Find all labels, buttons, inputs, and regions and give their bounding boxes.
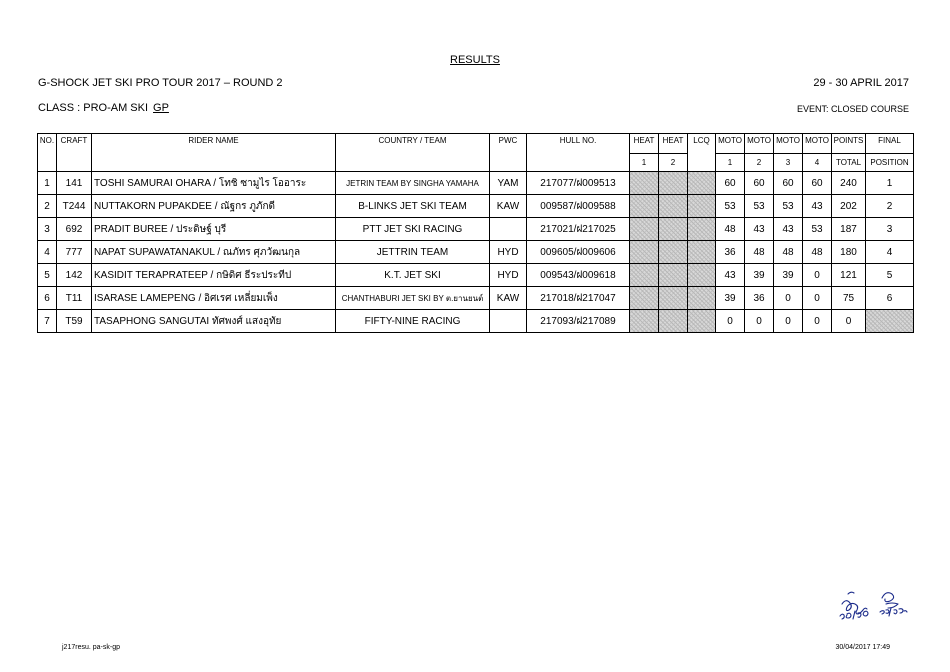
table-row <box>38 218 914 241</box>
cell-moto-2: 39 <box>745 264 774 287</box>
cell-hull-no: 009605/ฝ009606 <box>527 241 630 264</box>
cell-moto-1: 48 <box>716 218 745 241</box>
cell-points-total: 121 <box>832 264 866 287</box>
cell-moto-3: 60 <box>774 172 803 195</box>
cell-no: 6 <box>38 287 57 310</box>
cell-lcq-shaded <box>688 241 716 264</box>
event-name: G-SHOCK JET SKI PRO TOUR 2017 – ROUND 2 <box>38 77 283 89</box>
cell-country-team: B-LINKS JET SKI TEAM <box>336 195 490 218</box>
cell-heat-1-shaded <box>630 241 659 264</box>
handwritten-signature <box>836 582 916 626</box>
header-heat-2-number: 2 <box>659 154 688 172</box>
header-moto-4-number: 4 <box>803 154 832 172</box>
cell-lcq-shaded <box>688 172 716 195</box>
cell-moto-2: 53 <box>745 195 774 218</box>
cell-heat-1-shaded <box>630 218 659 241</box>
header-moto-3-number: 3 <box>774 154 803 172</box>
cell-final-position: 6 <box>866 287 914 310</box>
cell-moto-1: 0 <box>716 310 745 333</box>
cell-pwc: HYD <box>490 264 527 287</box>
cell-moto-2: 43 <box>745 218 774 241</box>
cell-craft: 777 <box>57 241 92 264</box>
cell-pwc: YAM <box>490 172 527 195</box>
page-title: RESULTS <box>450 54 500 66</box>
cell-moto-4: 0 <box>803 264 832 287</box>
cell-lcq-shaded <box>688 195 716 218</box>
table-row <box>38 172 914 195</box>
header-moto-4: MOTO <box>803 134 832 154</box>
cell-points-total: 187 <box>832 218 866 241</box>
header-row <box>38 134 914 154</box>
cell-heat-1-shaded <box>630 287 659 310</box>
header-lcq: LCQ <box>688 134 716 172</box>
cell-heat-2-shaded <box>659 287 688 310</box>
cell-moto-1: 43 <box>716 264 745 287</box>
header-rider-name: RIDER NAME <box>92 134 336 172</box>
cell-moto-1: 60 <box>716 172 745 195</box>
cell-moto-4: 53 <box>803 218 832 241</box>
cell-moto-2: 36 <box>745 287 774 310</box>
header-moto-3: MOTO <box>774 134 803 154</box>
cell-country-team: JETTRIN TEAM <box>336 241 490 264</box>
cell-pwc: KAW <box>490 195 527 218</box>
cell-hull-no: 217077/ฝ009513 <box>527 172 630 195</box>
cell-points-total: 0 <box>832 310 866 333</box>
cell-points-total: 75 <box>832 287 866 310</box>
cell-hull-no: 217093/ฝ217089 <box>527 310 630 333</box>
cell-moto-1: 53 <box>716 195 745 218</box>
header-moto-1-number: 1 <box>716 154 745 172</box>
header-pwc: PWC <box>490 134 527 172</box>
cell-moto-4: 0 <box>803 310 832 333</box>
header-hull-no: HULL NO. <box>527 134 630 172</box>
cell-craft: T244 <box>57 195 92 218</box>
cell-moto-2: 48 <box>745 241 774 264</box>
table-row <box>38 264 914 287</box>
cell-moto-3: 0 <box>774 287 803 310</box>
cell-heat-2-shaded <box>659 172 688 195</box>
cell-heat-2-shaded <box>659 241 688 264</box>
cell-points-total: 180 <box>832 241 866 264</box>
cell-hull-no: 217021/ฝ217025 <box>527 218 630 241</box>
cell-heat-1-shaded <box>630 310 659 333</box>
cell-lcq-shaded <box>688 218 716 241</box>
cell-hull-no: 217018/ฝ217047 <box>527 287 630 310</box>
cell-no: 3 <box>38 218 57 241</box>
event-type: EVENT: CLOSED COURSE <box>796 104 909 114</box>
header-final: FINAL <box>866 134 914 154</box>
cell-pwc <box>490 310 527 333</box>
cell-points-total: 240 <box>832 172 866 195</box>
event-date: 29 - 30 APRIL 2017 <box>813 77 909 89</box>
cell-moto-1: 36 <box>716 241 745 264</box>
table-row <box>38 287 914 310</box>
cell-moto-1: 39 <box>716 287 745 310</box>
cell-moto-3: 48 <box>774 241 803 264</box>
cell-moto-3: 0 <box>774 310 803 333</box>
header-heat-1-number: 1 <box>630 154 659 172</box>
cell-no: 4 <box>38 241 57 264</box>
header-country-team: COUNTRY / TEAM <box>336 134 490 172</box>
cell-lcq-shaded <box>688 310 716 333</box>
header-heat-2: HEAT <box>659 134 688 154</box>
cell-pwc: KAW <box>490 287 527 310</box>
header-points: POINTS <box>832 134 866 154</box>
cell-country-team: PTT JET SKI RACING <box>336 218 490 241</box>
table-row <box>38 241 914 264</box>
cell-country-team: K.T. JET SKI <box>336 264 490 287</box>
cell-heat-2-shaded <box>659 218 688 241</box>
cell-rider-name: ISARASE LAMEPENG / อิศเรศ เหลี่ยมเพ็ง <box>92 287 336 310</box>
cell-craft: 692 <box>57 218 92 241</box>
header-moto-1: MOTO <box>716 134 745 154</box>
cell-no: 1 <box>38 172 57 195</box>
header-total: TOTAL <box>832 154 866 172</box>
cell-moto-4: 48 <box>803 241 832 264</box>
class-label: CLASS : PRO-AM SKI <box>38 102 149 114</box>
cell-hull-no: 009543/ฝ009618 <box>527 264 630 287</box>
cell-country-team: CHANTHABURI JET SKI BY ต.ยานยนต์ <box>336 287 490 310</box>
header-no: NO. <box>38 134 57 172</box>
class-gp: GP <box>153 102 169 114</box>
cell-pwc: HYD <box>490 241 527 264</box>
cell-moto-4: 0 <box>803 287 832 310</box>
cell-final-position: 3 <box>866 218 914 241</box>
header-heat-1: HEAT <box>630 134 659 154</box>
cell-heat-1-shaded <box>630 195 659 218</box>
cell-rider-name: KASIDIT TERAPRATEEP / กษิดิศ ธีระประทีป <box>92 264 336 287</box>
cell-no: 5 <box>38 264 57 287</box>
cell-final-position: 5 <box>866 264 914 287</box>
header-moto-2: MOTO <box>745 134 774 154</box>
table-row <box>38 310 914 333</box>
cell-craft: 142 <box>57 264 92 287</box>
cell-craft: T59 <box>57 310 92 333</box>
cell-rider-name: NUTTAKORN PUPAKDEE / ณัฐกร ภูภักดี <box>92 195 336 218</box>
cell-no: 2 <box>38 195 57 218</box>
cell-moto-3: 43 <box>774 218 803 241</box>
cell-rider-name: PRADIT BUREE / ประดิษฐ์ บุรี <box>92 218 336 241</box>
cell-lcq-shaded <box>688 287 716 310</box>
cell-final-position: 1 <box>866 172 914 195</box>
cell-final-position: 4 <box>866 241 914 264</box>
cell-rider-name: TOSHI SAMURAI OHARA / โทชิ ซามูไร โออาระ <box>92 172 336 195</box>
cell-pwc <box>490 218 527 241</box>
cell-final-position-shaded <box>866 310 914 333</box>
header-position: POSITION <box>866 154 914 172</box>
cell-moto-4: 43 <box>803 195 832 218</box>
cell-country-team: FIFTY-NINE RACING <box>336 310 490 333</box>
header-craft: CRAFT <box>57 134 92 172</box>
cell-points-total: 202 <box>832 195 866 218</box>
footer-file-name: j217resu. pa-sk-gp <box>62 644 120 651</box>
cell-hull-no: 009587/ฝ009588 <box>527 195 630 218</box>
cell-moto-2: 60 <box>745 172 774 195</box>
table-row <box>38 195 914 218</box>
cell-no: 7 <box>38 310 57 333</box>
cell-heat-2-shaded <box>659 310 688 333</box>
cell-rider-name: TASAPHONG SANGUTAI ทัศพงศ์ แสงอุทัย <box>92 310 336 333</box>
cell-final-position: 2 <box>866 195 914 218</box>
class-line <box>38 102 169 114</box>
cell-lcq-shaded <box>688 264 716 287</box>
cell-country-team: JETRIN TEAM BY SINGHA YAMAHA <box>336 172 490 195</box>
results-table <box>37 133 914 333</box>
cell-moto-3: 39 <box>774 264 803 287</box>
cell-moto-3: 53 <box>774 195 803 218</box>
cell-craft: 141 <box>57 172 92 195</box>
cell-heat-2-shaded <box>659 264 688 287</box>
cell-heat-1-shaded <box>630 264 659 287</box>
footer-print-date: 30/04/2017 17:49 <box>835 644 890 651</box>
cell-heat-1-shaded <box>630 172 659 195</box>
cell-craft: T11 <box>57 287 92 310</box>
cell-heat-2-shaded <box>659 195 688 218</box>
cell-rider-name: NAPAT SUPAWATANAKUL / ณภัทร ศุภวัฒนกุล <box>92 241 336 264</box>
header-moto-2-number: 2 <box>745 154 774 172</box>
cell-moto-2: 0 <box>745 310 774 333</box>
cell-moto-4: 60 <box>803 172 832 195</box>
